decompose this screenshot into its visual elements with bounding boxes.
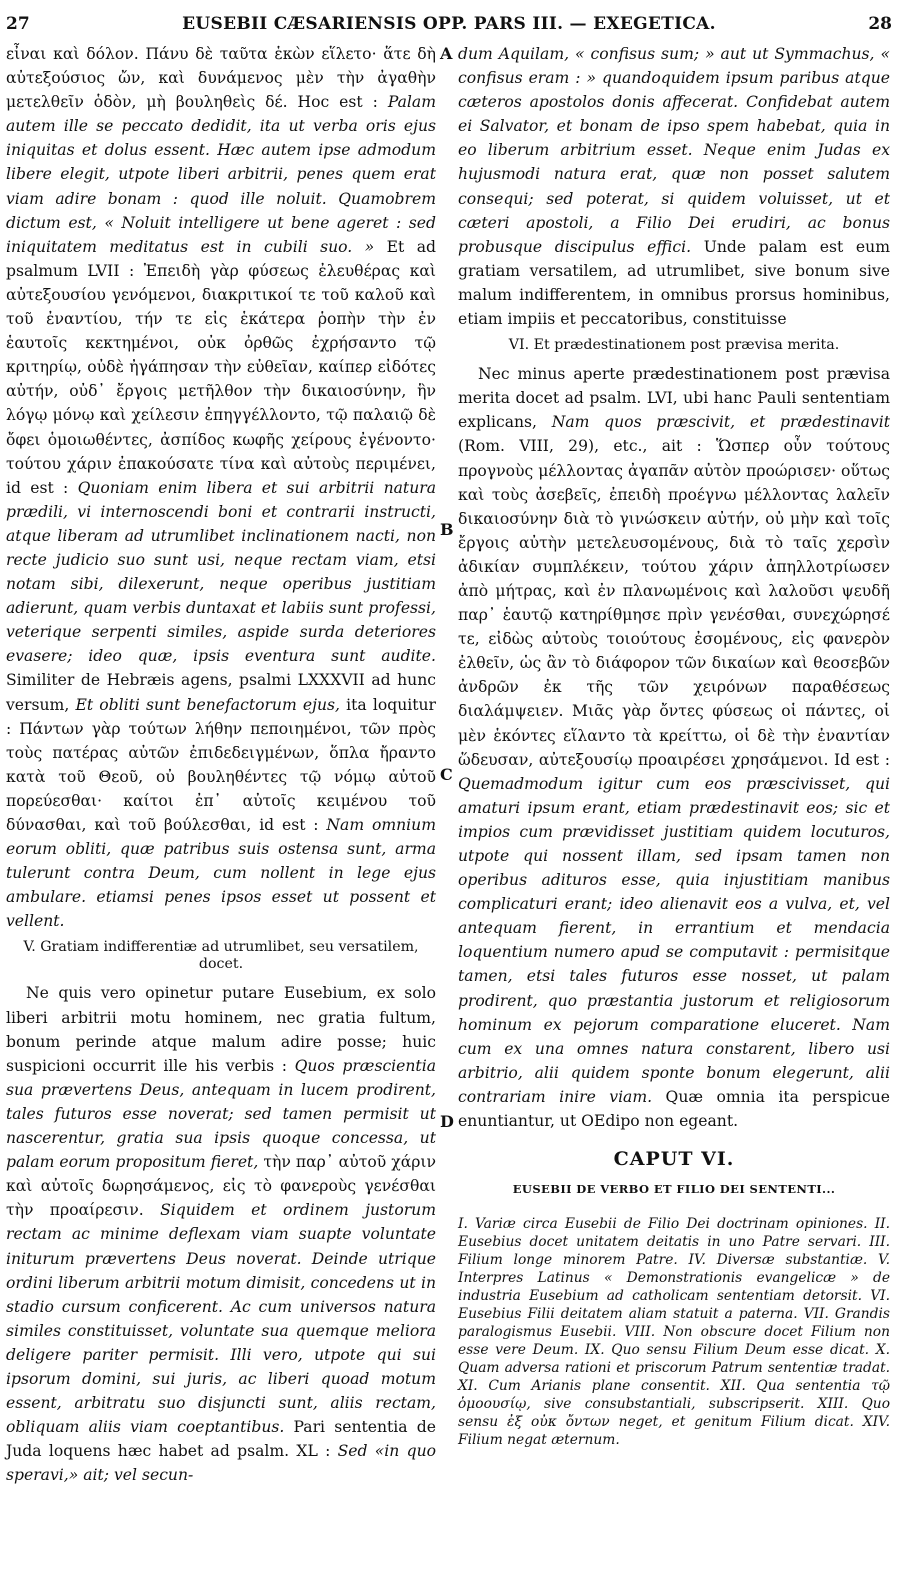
text-run: Pari sententia de Juda loquens hæc habet ad psalm. XL : xyxy=(6,1418,441,1461)
text-run: (Rom. VIII, 29), etc., ait : Ὥσπερ οὖν τούτους προγνοὺς μέλλοντας ἀγαπᾶν αὐτὸν προώρισεν· οὕτως καὶ τοὺς ἀσεβεῖς, ἐπειδὴ προέγνω μέλλοντας λαλεῖν δικαιοσύνην διὰ τὸ γινώσκειν αὐτήν, οὐ μὴν καὶ τοῖς ἔργοις αὐτὴν μετελευσομένους, διὰ τὸ ταῖς χερσὶν ἀδικίαν συμπλέκειν, τούτου χάριν ἀπηλλοτρίωσεν ἀπὸ μήτρας, καὶ ἐν πλανωμένοις καὶ λαλοῦσι ψευδῆ παρ᾽ ἑαυτῷ κατηρίθμησε πρὶν γενέσθαι, συνεχώρησέ τε, εἰδὼς αὐτοὺς τοιούτους ἐσομένους, εἰς φανερὸν ἐλθεῖν, ὡς ἂν τὸ διάφορον τῶν δικαίων καὶ θεοσεβῶν ἀνδρῶν ἐκ τῆς τῶν χειρόνων παραθέσεως διαλάμψειεν. Μιᾶς γὰρ ὄντες φύσεως οἱ πάντες, οἱ μὲν ἑκόντες εἵλαντο τὰ κρείττω, οἱ δὲ τὴν ἐναντίαν ὥδευσαν, αὐτεξουσίῳ προαιρέσει χρησάμενοι. Id est : xyxy=(458,413,895,769)
text-run: Quæ omnia ita perspicue enuntiantur, ut OEdipo non egeant. xyxy=(458,1087,895,1131)
section-heading-vi: VI. Et prædestinationem post prævisa merita. xyxy=(508,337,840,354)
page-number-left: 27 xyxy=(6,14,30,34)
section-heading-v: V. Gratiam indifferentiæ ad utrumlibet, seu versatilem, docet. xyxy=(23,939,419,973)
text-run: ita loquitur : Πάντων γὰρ τούτων λήθην πεποιημένοι, τῶν πρὸς τοὺς πατέρας αὐτῶν ἐπιδεδειγμένων, ὅπλα ἤραντο κατὰ τοῦ Θεοῦ, οὐ βουληθέντες τῷ νόμῳ αὐτοῦ πορεύεσθαι· καίτοι ἐπ᾽ αὐτοῖς κειμένου τοῦ δύνασθαι, καὶ τοῦ βούλεσθαι, id est : xyxy=(6,695,441,834)
latin-italic-run: Sed «in quo speravi,» ait; vel secun- xyxy=(6,1442,441,1485)
latin-italic-run: Et obliti sunt benefactorum ejus, xyxy=(75,695,340,714)
chapter-summary: I. Variæ circa Eusebii de Filio Dei doctrinam opiniones. II. Eusebius docet unitatem deitatis in uno Patre servari. III. Filium longe minorem Patre. IV. Diversæ substantiæ. V. Interpres Latinus « Demonstrationis evangelicæ » de industria Eusebium ad catholicam sententiam detorsit. VI. Eusebius Filii deitatem aliam statuit a paterna. VII. Grandis paralogismus Eusebii. VIII. Non obscure docet Filium non esse vere Deum. IX. Quo sensu Filium Deum esse dicat. X. Quam adversa rationi et priscorum Patrum sententiæ tradat. XI. Cum Arianis plane consentit. XII. Qua sententia τῷ ὁμοουσίῳ, sive consubstantiali, subscripserit. XIII. Quo sensu ἐξ οὐκ ὄντων neget, et genitum Filium dicat. XIV. Filium negat æternum. xyxy=(458,1216,890,1449)
running-header xyxy=(6,14,892,40)
margin-mark-c: C xyxy=(440,765,453,784)
latin-italic-run: Siquidem et ordinem justorum rectam ac minime deflexam viam suapte voluntate initurum prævertens Deus noverat. Deinde utrique ordini liberum arbitrii motum dimisit, concedens ut in stadio cursum conficerent. Ac cum universos natura similes constituisset, voluntate sua quemque meliora deligere pariter permisit. Illi vero, utpote qui sui ipsorum domini, sui juris, ac liberi quoad motum essent, arbitratu suo disjuncti sunt, aliis rectam, obliquam aliis viam coeptantibus. xyxy=(6,1201,441,1437)
page-number-right: 28 xyxy=(868,14,892,34)
margin-mark-b: B xyxy=(440,520,454,539)
text-run: τὴν παρ᾽ αὐτοῦ χάριν καὶ αὐτοῖς δωρησάμενος, εἰς τὸ φανεροὺς γενέσθαι τὴν προαίρεσιν. xyxy=(6,1153,441,1220)
text-run: εἶναι καὶ δόλον. Πάνυ δὲ ταῦτα ἑκὼν εἵλετο· ἅτε δὴ αὐτεξούσιος ὤν, καὶ δυνάμενος μὲν τὴν ἀγαθὴν μετελθεῖν ὁδὸν, μὴ βουληθεὶς δέ. Hoc est : xyxy=(6,45,441,112)
text-run: Similiter de Hebræis agens, psalmi LXXXVII ad hunc versum, xyxy=(6,647,441,714)
left-paragraph-1 xyxy=(6,42,441,933)
latin-italic-run: Palam autem ille se peccato dedidit, ita ut verba oris ejus iniquitas et dolus essent. Hæc autem ipse admodum libere elegit, utpote liberi arbitrii, penes quem erat viam adire bonam : quod ille noluit. Quamobrem dictum est, « Noluit intelligere ut bene ageret : sed iniquitatem meditatus est in cubili suo. » xyxy=(6,93,441,256)
chapter-heading: CAPUT VI. xyxy=(613,1148,735,1171)
right-paragraph-2 xyxy=(458,362,895,1133)
left-paragraph-2 xyxy=(6,981,441,1487)
margin-mark-a: A xyxy=(440,44,453,63)
left-column xyxy=(6,42,441,1487)
latin-italic-run: Quoniam enim libera et sui arbitrii natura prædili, vi internoscendi boni et contrarii instructi, atque liberam ad utrumlibet inclinationem nacti, non recte judicio suo sunt usi, neque rectam viam, etsi notam sibi, dilexerunt, neque operibus justitiam adierunt, quam verbis duntaxat et labiis sunt professi, veterique serpenti similes, aspide surda deteriores evasere; ideo quæ, ipsis eventura sunt audite. xyxy=(6,478,441,666)
chapter-subtitle: EUSEBII DE VERBO ET FILIO DEI SENTENTI... xyxy=(512,1182,836,1197)
latin-italic-run: Nam quos præscivit, et prædestinavit xyxy=(551,413,890,432)
margin-mark-d: D xyxy=(440,1112,454,1131)
latin-italic-run: Quos præscientia sua prævertens Deus, antequam in lucem prodirent, tales futuros esse noverat; sed tamen permisit ut nascerentur, gratia sua ipsis quoque concessa, ut palam eorum propositum fieret, xyxy=(6,1056,441,1172)
text-run: Ne quis vero opinetur putare Eusebium, ex solo liberi arbitrii motu hominem, nec gratia fultum, bonum perinde atque malum adire posse; huic suspicioni occurrit ille his verbis : xyxy=(6,984,441,1075)
latin-italic-run: Nam omnium eorum obliti, quæ patribus suis ostensa sunt, arma tulerunt contra Deum, cum nollent in lege ejus ambulare. etiamsi penes ipsos esset ut possent et vellent. xyxy=(6,816,441,931)
right-column xyxy=(458,42,895,1449)
latin-italic-run: dum Aquilam, « confisus sum; » aut ut Symmachus, « confisus eram : » quandoquidem ipsum paribus atque cæteros apostolos donis affecerat. Confidebat autem ei Salvator, et bonam de ipso spem habebat, quia in eo liberum arbitrium esset. Neque enim Judas ex hujusmodi natura erat, quæ non posset salutem consequi; sed poterat, si quidem voluisset, ut et cæteri apostoli, a Filio Dei erudiri, ac bonus probusque discipulus effici. xyxy=(458,45,895,256)
text-run: Et ad psalmum LVII : Ἐπειδὴ γὰρ φύσεως ἐλευθέρας καὶ αὐτεξουσίου γενόμενοι, διακριτικοί τε τοῦ καλοῦ καὶ τοῦ ἐναντίου, τήν τε εἰς ἑκάτερα ῥοπὴν τὴν ἐν ἑαυτοῖς κεκτημένοι, οὐκ ὀρθῶς ἐχρήσαντο τῷ κριτηρίῳ, οὐδὲ ἠγάπησαν τὴν εὐθεῖαν, καίπερ εἰδότες αὐτήν, οὐδ᾽ ἔργοις μετῆλθον τὴν δικαιοσύνην, ἣν λόγῳ μόνῳ καὶ χείλεσιν ἐπηγγέλλοντο, τῷ παλαιῷ δὲ ὄφει ὁμοιωθέντες, ἀσπίδος κωφῆς χείρους ἐγένοντο· τούτου χάριν ἐπακούσατε τίνα καὶ αὐτοὺς περιμένει, id est : xyxy=(6,237,441,497)
running-title: EUSEBII CÆSARIENSIS OPP. PARS III. — EXEGETICA. xyxy=(182,14,716,34)
right-paragraph-1 xyxy=(458,42,895,331)
text-run: Nec minus aperte prædestinationem post prævisa merita docet ad psalm. LVI, ubi hanc Pauli sententiam explicans, xyxy=(458,365,895,432)
latin-italic-run: Quemadmodum igitur cum eos præscivisset, qui amaturi ipsum erant, etiam prædestinavit eos; sic et impios cum prævidisset justitiam quidem locuturos, utpote qui nossent illam, sed ipsam tamen non operibus adituros esse, quia injustitiam manibus complicaturi erant; ideo alienavit eos a vulva, et, vel antequam fierent, in errantium et mendacia loquentium numero apud se computavit : permisitque tamen, etsi tales futuros esse nosset, ut palam prodirent, quo præstantia justorum et religiosorum hominum ex pejorum comparatione eluceret. Nam cum ex una omnes natura constarent, libero usi arbitrio, alii quidem sponte bonum elegerunt, alii contrariam inire viam. xyxy=(458,774,895,1106)
text-run: Unde palam est eum gratiam versatilem, ad utrumlibet, sive bonum sive malum indifferentem, in omnibus prorsus hominibus, etiam impiis et peccatoribus, constituisse xyxy=(458,237,895,329)
